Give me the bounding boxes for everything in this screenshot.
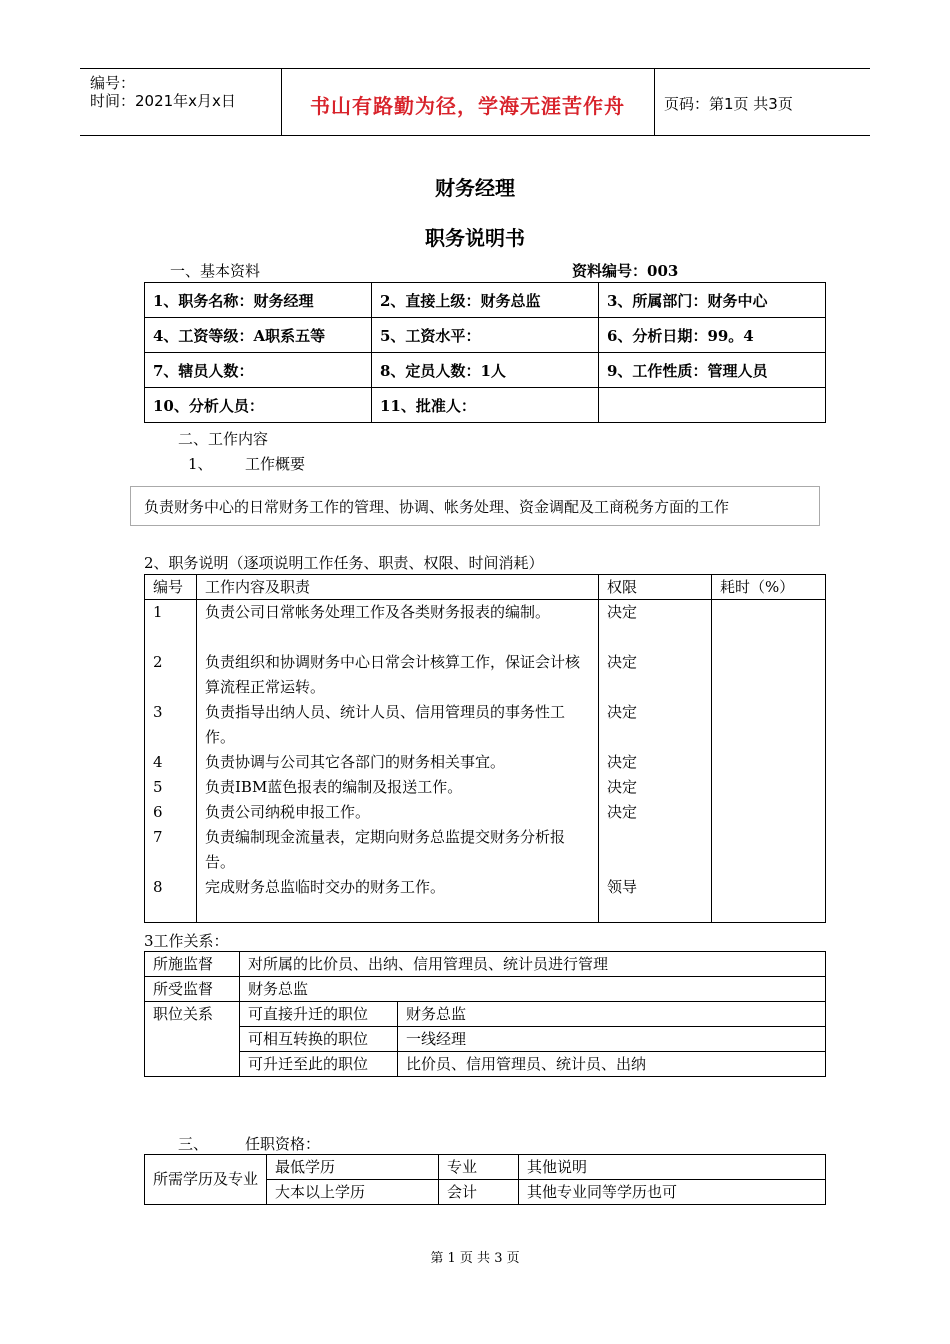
position-type: 可升迁至此的职位 bbox=[240, 1052, 398, 1077]
duty-content: 负责公司日常帐务处理工作及各类财务报表的编制。 bbox=[205, 603, 551, 621]
table-row bbox=[145, 388, 826, 423]
duty-content: 负责公司纳税申报工作。 bbox=[205, 803, 371, 821]
duty-number: 5 bbox=[153, 778, 163, 796]
position-value: 一线经理 bbox=[398, 1027, 826, 1052]
column-header-content: 工作内容及职责 bbox=[197, 575, 599, 600]
table-row bbox=[145, 1002, 826, 1027]
qualification-table bbox=[144, 1154, 826, 1205]
position-relation-label: 职位关系 bbox=[145, 1002, 240, 1077]
document-subtitle: 职务说明书 bbox=[425, 226, 525, 250]
min-education-header: 最低学历 bbox=[267, 1155, 439, 1180]
major-value: 会计 bbox=[439, 1180, 519, 1205]
supervise-label: 所施监督 bbox=[145, 952, 240, 977]
duty-number: 4 bbox=[153, 753, 163, 771]
duty-content: 负责IBM蓝色报表的编制及报送工作。 bbox=[205, 778, 463, 796]
education-row-label: 所需学历及专业 bbox=[145, 1155, 267, 1205]
duty-authority bbox=[607, 825, 703, 875]
duty-time-column bbox=[712, 600, 826, 923]
qualification-section-label: 任职资格： bbox=[245, 1135, 321, 1153]
relations-table bbox=[144, 951, 826, 1077]
table-row bbox=[145, 1027, 826, 1052]
duty-number-column bbox=[145, 600, 197, 923]
table-row bbox=[145, 1155, 826, 1180]
duty-authority: 决定 bbox=[607, 753, 638, 771]
column-header-authority: 权限 bbox=[599, 575, 712, 600]
position-value: 财务总监 bbox=[398, 1002, 826, 1027]
table-row bbox=[145, 283, 826, 318]
position-type: 可直接升迁的职位 bbox=[240, 1002, 398, 1027]
duty-number: 8 bbox=[153, 878, 163, 896]
other-notes-value: 其他专业同等学历也可 bbox=[519, 1180, 826, 1205]
job-nature-cell: 9、工作性质：管理人员 bbox=[599, 353, 826, 388]
job-title-cell: 1、职务名称：财务经理 bbox=[145, 283, 372, 318]
work-summary-box bbox=[130, 486, 820, 526]
empty-cell bbox=[599, 388, 826, 423]
duty-number: 2 bbox=[153, 653, 163, 671]
duty-authority: 决定 bbox=[607, 778, 638, 796]
duty-content: 负责指导出纳人员、统计人员、信用管理员的事务性工作。 bbox=[205, 703, 566, 746]
basic-section-label: 一、基本资料 bbox=[170, 262, 261, 280]
page-info: 页码：第1页 共3页 bbox=[664, 95, 793, 113]
duty-authority: 决定 bbox=[607, 653, 638, 671]
salary-grade-cell: 4、工资等级：A职系五等 bbox=[145, 318, 372, 353]
subordinates-cell: 7、辖员人数： bbox=[145, 353, 372, 388]
duty-number: 7 bbox=[153, 828, 163, 846]
duty-number: 3 bbox=[153, 703, 163, 721]
min-education-value: 大本以上学历 bbox=[267, 1180, 439, 1205]
duty-table bbox=[144, 574, 826, 923]
direct-superior-cell: 2、直接上级：财务总监 bbox=[372, 283, 599, 318]
supervise-value: 对所属的比价员、出纳、信用管理员、统计员进行管理 bbox=[240, 952, 826, 977]
table-row bbox=[145, 952, 826, 977]
duty-number: 1 bbox=[153, 603, 163, 621]
page-header bbox=[80, 68, 870, 136]
column-header-time: 耗时（%） bbox=[712, 575, 826, 600]
duty-content: 负责编制现金流量表，定期向财务总监提交财务分析报告。 bbox=[205, 828, 566, 871]
work-summary-heading: 工作概要 bbox=[245, 455, 306, 473]
table-row bbox=[145, 977, 826, 1002]
duty-content: 负责协调与公司其它各部门的财务相关事宜。 bbox=[205, 753, 506, 771]
work-summary-text: 负责财务中心的日常财务工作的管理、协调、帐务处理、资金调配及工商税务方面的工作 bbox=[144, 498, 730, 516]
work-summary-number: 1、 bbox=[188, 455, 213, 473]
motto-text: 书山有路勤为径，学海无涯苦作舟 bbox=[310, 94, 625, 118]
headcount-cell: 8、定员人数：1人 bbox=[372, 353, 599, 388]
table-row bbox=[145, 318, 826, 353]
duty-rows bbox=[145, 600, 826, 923]
duty-content: 负责组织和协调财务中心日常会计核算工作，保证会计核算流程正常运转。 bbox=[205, 653, 581, 696]
table-header-row bbox=[145, 575, 826, 600]
supervised-label: 所受监督 bbox=[145, 977, 240, 1002]
position-value: 比价员、信用管理员、统计员、出纳 bbox=[398, 1052, 826, 1077]
document-number-label: 编号： bbox=[90, 74, 136, 92]
salary-level-cell: 5、工资水平： bbox=[372, 318, 599, 353]
duty-section-label: 2、职务说明（逐项说明工作任务、职责、权限、时间消耗） bbox=[144, 554, 544, 572]
document-time-label: 时间：2021年x月x日 bbox=[90, 92, 236, 110]
reference-number: 资料编号：003 bbox=[572, 262, 679, 280]
duty-number: 6 bbox=[153, 803, 163, 821]
column-header-number: 编号 bbox=[145, 575, 197, 600]
page-footer: 第 1 页 共 3 页 bbox=[430, 1251, 520, 1266]
analyst-cell: 10、分析人员： bbox=[145, 388, 372, 423]
table-row bbox=[145, 1052, 826, 1077]
major-header: 专业 bbox=[439, 1155, 519, 1180]
duty-authority: 领导 bbox=[607, 878, 638, 896]
position-type: 可相互转换的职位 bbox=[240, 1027, 398, 1052]
department-cell: 3、所属部门：财务中心 bbox=[599, 283, 826, 318]
approver-cell: 11、批准人： bbox=[372, 388, 599, 423]
duty-authority-column bbox=[599, 600, 712, 923]
duty-authority: 决定 bbox=[607, 703, 638, 721]
basic-info-table bbox=[144, 282, 826, 423]
analysis-date-cell: 6、分析日期：99。4 bbox=[599, 318, 826, 353]
relations-section-label: 3工作关系： bbox=[144, 932, 229, 950]
work-section-label: 二、工作内容 bbox=[178, 430, 269, 448]
document-title: 财务经理 bbox=[435, 176, 515, 200]
table-row bbox=[145, 353, 826, 388]
other-notes-header: 其他说明 bbox=[519, 1155, 826, 1180]
supervised-value: 财务总监 bbox=[240, 977, 826, 1002]
duty-authority: 决定 bbox=[607, 603, 638, 621]
duty-authority: 决定 bbox=[607, 803, 638, 821]
qualification-section-number: 三、 bbox=[178, 1135, 209, 1153]
duty-content: 完成财务总监临时交办的财务工作。 bbox=[205, 878, 446, 896]
duty-content-column bbox=[197, 600, 599, 923]
